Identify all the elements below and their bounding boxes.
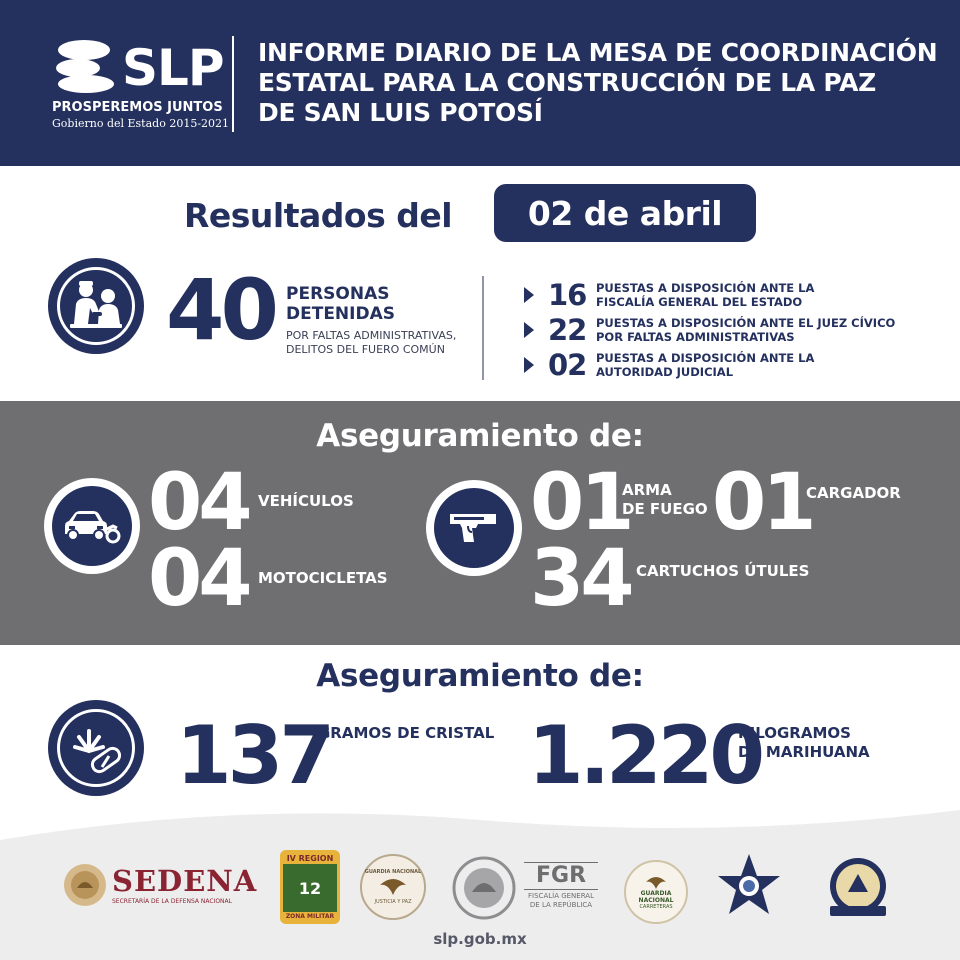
crystal-label: GRAMOS DE CRISTAL [318,724,495,742]
region-label: IV REGION [283,853,337,864]
magazines-count: 01 [712,458,813,548]
gn-line-1: GUARDIA [640,889,672,897]
detained-sub-line-2: DELITOS DEL FUERO COMÚN [286,343,445,356]
marijuana-label-line-1: KILOGRAMOS [738,724,851,742]
header-title-line-1: INFORME DIARIO DE LA MESA DE COORDINACIÓN [258,38,938,67]
firearms-label-line-2: DE FUEGO [622,500,708,518]
fgr-sub-line-1: FISCALÍA GENERAL [528,892,594,900]
guardia-nacional-seal [360,854,426,920]
disposition-label [596,316,895,344]
fgr-sub-line-2: DE LA REPÚBLICA [529,901,593,909]
national-seal-icon [452,856,516,920]
disposition-count: 02 [548,348,587,382]
slp-logo-text: SLP [122,39,224,97]
zona-militar-shield [280,850,340,924]
detained-count: 40 [166,261,275,359]
cartridges-count: 34 [530,534,631,624]
zona-militar-label: ZONA MILITAR [283,912,337,921]
date-text: 02 de abril [527,193,723,233]
arrest-icon [48,258,144,354]
mexico-eagle-seal [62,862,108,908]
firearms-label-line-1: ARMA [622,481,672,499]
logo-slogan: PROSPEREMOS JUNTOS [52,100,223,115]
eagle-icon [378,875,408,899]
header-title [258,38,948,128]
disposition-row [524,313,895,347]
sedena-subtitle: SECRETARÍA DE LA DEFENSA NACIONAL [112,898,232,905]
region-number: 12 [298,878,322,898]
region-emblem [283,864,337,912]
disposition-count: 16 [548,278,587,312]
police-star-icon [716,852,782,924]
handgun-icon [426,480,522,576]
disposition-count: 22 [548,313,587,347]
play-arrow-icon [524,357,534,373]
seizure-title: Aseguramiento de: [316,418,644,454]
car-motorcycle-icon [44,478,140,574]
footer-url[interactable]: slp.gob.mx [433,930,527,948]
disposition-label-line-2: AUTORIDAD JUDICIAL [596,365,734,379]
guardia-carreteras-logo [624,860,688,924]
disposition-label [596,281,814,309]
guardia-motto: JUSTICIA Y PAZ [374,899,412,905]
sedena-wordmark: SEDENA [112,864,258,898]
disposition-row [524,278,814,312]
handgun-glyph [446,508,502,548]
marijuana-label-line-2: DE MARIHUANA [738,743,870,761]
gn-line-2: NACIONAL [638,896,674,904]
vehicles-label: VEHÍCULOS [258,492,354,510]
play-arrow-icon [524,322,534,338]
detained-title-line-2: DETENIDAS [286,304,395,324]
detained-title [286,284,395,324]
arrest-glyph [68,280,124,332]
header-title-line-3: DE SAN LUIS POTOSÍ [258,98,543,127]
logo-government: Gobierno del Estado 2015-2021 [52,117,230,130]
eagle-seal-icon [62,862,108,908]
play-arrow-icon [524,287,534,303]
results-label: Resultados del [184,196,453,235]
disposition-label [596,351,814,379]
stats-divider [482,276,484,380]
police-star-badge [716,852,782,924]
vehicles-count: 04 [148,458,249,548]
disposition-label-line-1: PUESTAS A DISPOSICIÓN ANTE LA [596,281,815,295]
cannabis-pill-icon [48,700,144,796]
detained-subtitle [286,329,456,357]
fiscalia-seal-icon [820,856,896,922]
firearms-count: 01 [530,458,631,548]
cartridges-label: CARTUCHOS ÚTULES [636,562,810,580]
magazines-label: CARGADOR [806,484,901,502]
estados-unidos-mexicanos-seal [452,856,516,920]
drugs-seizure-title: Aseguramiento de: [316,658,644,694]
motorcycles-label: MOTOCICLETAS [258,569,388,587]
marijuana-count: 1.220 [528,709,762,802]
car-glyph [61,506,123,546]
firearms-label [622,481,708,519]
fiscalia-estado-seal [820,856,896,922]
fgr-logo [524,862,598,910]
eagle-small-icon [645,874,667,890]
disposition-label-line-2: FISCALÍA GENERAL DEL ESTADO [596,295,803,309]
detained-sub-line-1: POR FALTAS ADMINISTRATIVAS, [286,329,457,342]
detained-title-line-1: PERSONAS [286,284,390,304]
header-title-line-2: ESTATAL PARA LA CONSTRUCCIÓN DE LA PAZ [258,68,876,97]
marijuana-label [738,724,870,762]
slp-logo-mark [52,38,122,94]
gn-line-3: CARRETERAS [639,903,673,910]
guardia-ring-text: GUARDIA NACIONAL [364,869,422,875]
disposition-row [524,348,814,382]
header-divider [232,36,234,132]
date-badge [494,184,756,242]
disposition-label-line-1: PUESTAS A DISPOSICIÓN ANTE EL JUEZ CÍVICO [596,316,896,330]
disposition-label-line-1: PUESTAS A DISPOSICIÓN ANTE LA [596,351,815,365]
disposition-label-line-2: POR FALTAS ADMINISTRATIVAS [596,330,795,344]
fgr-wordmark: FGR [524,862,598,890]
cannabis-glyph [69,721,123,775]
motorcycles-count: 04 [148,534,249,624]
crystal-count: 137 [176,709,331,802]
